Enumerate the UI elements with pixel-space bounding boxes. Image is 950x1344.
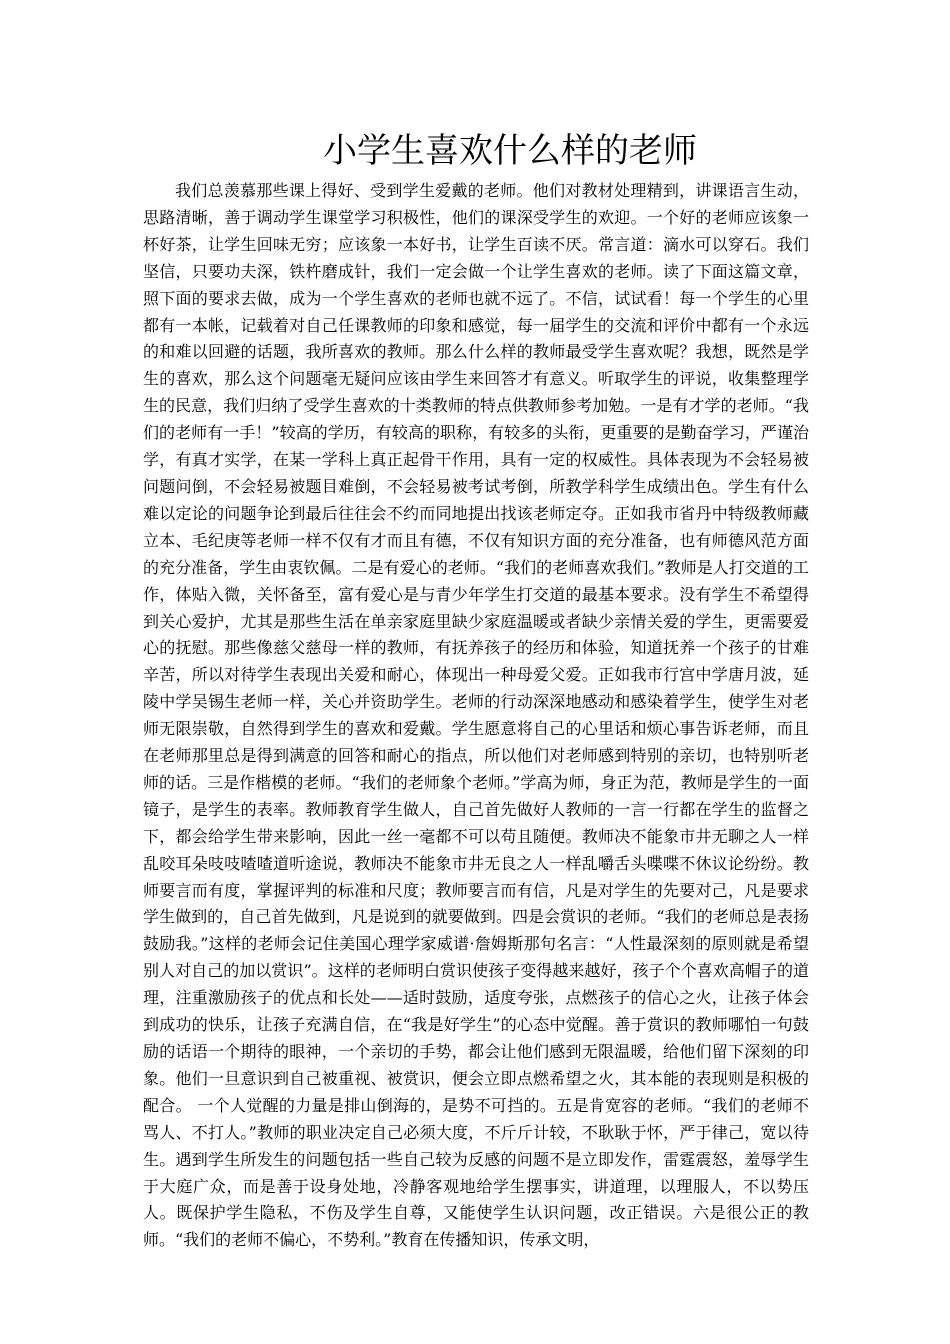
document-body [143,178,809,1254]
document-title: 小学生喜欢什么样的老师 [323,131,697,171]
body-paragraph: 我们总羡慕那些课上得好、受到学生爱戴的老师。他们对教材处理精到，讲课语言生动，思路清晰，善于调动学生课堂学习积极性，他们的课深受学生的欢迎。一个好的老师应该象一杯好茶，让学生回味无穷；应该象一本好书，让学生百读不厌。常言道：滴水可以穿石。我们坚信，只要功夫深，铁杵磨成针，我们一定会做一个让学生喜欢的老师。读了下面这篇文章，照下面的要求去做，成为一个学生喜欢的老师也就不远了。不信，试试看！每一个学生的心里都有一本帐，记载着对自己任课教师的印象和感觉，每一届学生的交流和评价中都有一个永远的和难以回避的话题，我所喜欢的教师。那么什么样的教师最受学生喜欢呢？我想，既然是学生的喜欢，那么这个问题毫无疑问应该由学生来回答才有意义。听取学生的评说，收集整理学生的民意，我们归纳了受学生喜欢的十类教师的特点供教师参考加勉。一是有才学的老师。“我们的老师有一手！”较高的学历，有较高的职称，有较多的头衔，更重要的是勤奋学习，严谨治学，有真才实学，在某一学科上真正起骨干作用，具有一定的权威性。具体表现为不会轻易被问题问倒，不会轻易被题目难倒，不会轻易被考试考倒，所教学科学生成绩出色。学生有什么难以定论的问题争论到最后往往会不约而同地提出找该老师定夺。正如我市省丹中特级教师藏立本、毛纪庚等老师一样不仅有才而且有德，不仅有知识方面的充分准备，也有师德风范方面的充分准备，学生由衷钦佩。二是有爱心的老师。“我们的老师喜欢我们。”教师是人打交道的工作，体贴入微，关怀备至，富有爱心是与青少年学生打交道的最基本要求。没有学生不希望得到关心爱护，尤其是那些生活在单亲家庭里缺少家庭温暖或者缺少亲情关爱的学生，更需要爱心的抚慰。那些像慈父慈母一样的教师，有抚养孩子的经历和体验，知道抚养一个孩子的甘难辛苦，所以对待学生表现出关爱和耐心，体现出一种母爱父爱。正如我市行宫中学唐月波，延陵中学吴锡生老师一样，关心并资助学生。老师的行动深深地感动和感染着学生，使学生对老师无限崇敬，自然得到学生的喜欢和爱戴。学生愿意将自己的心里话和烦心事告诉老师，而且在老师那里总是得到满意的回答和耐心的指点，所以他们对老师感到特别的亲切，也特别听老师的话。三是作楷模的老师。“我们的老师象个老师。”学高为师，身正为范，教师是学生的一面镜子，是学生的表率。教师教育学生做人，自己首先做好人教师的一言一行都在学生的监督之下，都会给学生带来影响，因此一丝一毫都不可以苟且随便。教师决不能象市井无聊之人一样乱咬耳朵吱吱喳喳道听途说，教师决不能象市井无良之人一样乱嚼舌头喋喋不休议论纷纷。教师要言而有度，掌握评判的标准和尺度；教师要言而有信，凡是对学生的先要对己，凡是要求学生做到的，自己首先做到，凡是说到的就要做到。四是会赏识的老师。“我们的老师总是表扬鼓励我。”这样的老师会记住美国心理学家威谱·詹姆斯那句名言：“人性最深刻的原则就是希望别人对自己的加以赏识”。这样的老师明白赏识使孩子变得越来越好，孩子个个喜欢高帽子的道理，注重激励孩子的优点和长处——适时鼓励，适度夸张，点燃孩子的信心之火，让孩子体会到成功的快乐，让孩子充满自信，在“我是好学生”的心态中觉醒。善于赏识的教师哪怕一句鼓励的话语一个期待的眼神，一个亲切的手势，都会让他们感到无限温暖，给他们留下深刻的印象。他们一旦意识到自己被重视、被赏识，便会立即点燃希望之火，其本能的表现则是积极的配合。 一个人觉醒的力量是排山倒海的，是势不可挡的。五是肯宽容的老师。“我们的老师不骂人、不打人。”教师的职业决定自己必须大度，不斤斤计较，不耿耿于怀，严于律己，宽以待生。遇到学生所发生的问题包括一些自己较为反感的问题不是立即发作，雷霆震怒，羞辱学生于大庭广众，而是善于设身处地，冷静客观地给学生摆事实，讲道理，以理服人，不以势压人。既保护学生隐私，不伤及学生自尊，又能使学生认识问题，改正错误。六是很公正的教师。“我们的老师不偏心，不势利。”教育在传播知识，传承文明， [143,181,809,1250]
